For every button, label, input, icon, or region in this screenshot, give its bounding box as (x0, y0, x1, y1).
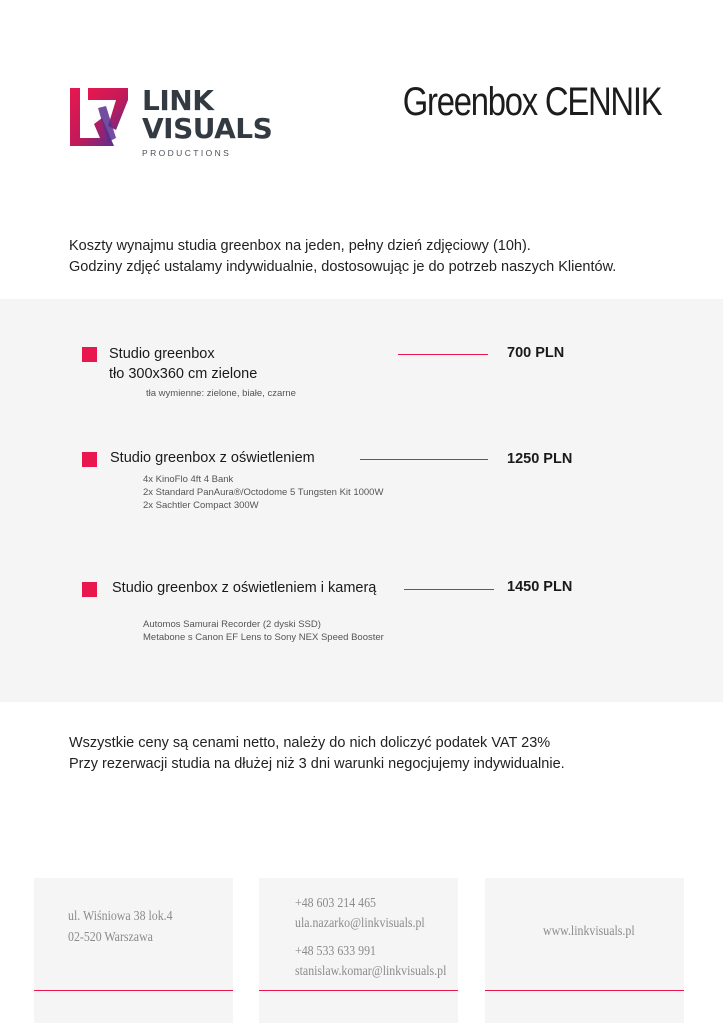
contact-email[interactable]: stanislaw.komar@linkvisuals.pl (295, 963, 447, 978)
item-detail: 4x KinoFlo 4ft 4 Bank (143, 474, 234, 485)
item-subtitle: tło 300x360 cm zielone (109, 366, 258, 382)
item-bullet-icon (82, 582, 97, 597)
footer-card-address (34, 878, 233, 1023)
item-title: Studio greenbox z oświetleniem (110, 450, 315, 466)
contact-phone[interactable]: +48 533 633 991 (295, 943, 376, 958)
address-city: 02-520 Warszawa (68, 929, 153, 944)
item-bullet-icon (82, 347, 97, 362)
card-divider (259, 990, 458, 991)
item-detail: Metabone s Canon EF Lens to Sony NEX Speed Booster (143, 632, 384, 643)
item-price: 1450 PLN (507, 579, 573, 595)
item-title: Studio greenbox z oświetleniem i kamerą (112, 580, 377, 596)
item-detail: tła wymienne: zielone, białe, czarne (146, 388, 296, 399)
card-divider (485, 990, 684, 991)
outro-line-2: Przy rezerwacji studia na dłużej niż 3 dni warunki negocjujemy indywidualnie. (69, 756, 565, 772)
outro-line-1: Wszystkie ceny są cenami netto, należy do nich doliczyć podatek VAT 23% (69, 735, 551, 751)
item-detail: 2x Standard PanAura®/Octodome 5 Tungsten Kit 1000W (143, 487, 384, 498)
card-divider (34, 990, 233, 991)
item-price: 700 PLN (507, 345, 565, 361)
item-bullet-icon (82, 452, 97, 467)
item-title: Studio greenbox (109, 346, 215, 362)
footer-card-website (485, 878, 684, 1023)
intro-line-1: Koszty wynajmu studia greenbox na jeden, pełny dzień zdjęciowy (10h). (69, 238, 531, 254)
item-detail: 2x Sachtler Compact 300W (143, 500, 259, 511)
item-detail: Automos Samurai Recorder (2 dyski SSD) (143, 619, 321, 630)
price-leader-line (398, 354, 488, 355)
logo-text-line1: LINK (142, 84, 214, 117)
logo-subtitle: PRODUCTIONS (142, 148, 232, 158)
price-leader-line (360, 459, 488, 460)
company-logo (70, 86, 300, 161)
intro-line-2: Godziny zdjęć ustalamy indywidualnie, dostosowując je do potrzeb naszych Klientów. (69, 259, 617, 275)
contact-email[interactable]: ula.nazarko@linkvisuals.pl (295, 915, 425, 930)
logo-text-line2: VISUALS (142, 112, 273, 145)
item-price: 1250 PLN (507, 451, 573, 467)
page-title: Greenbox CENNIK (402, 80, 661, 124)
address-street: ul. Wiśniowa 38 lok.4 (68, 908, 173, 923)
logo-mark-icon (70, 86, 130, 158)
footer-card-contacts (259, 878, 458, 1023)
contact-phone[interactable]: +48 603 214 465 (295, 895, 376, 910)
website-link[interactable]: www.linkvisuals.pl (543, 923, 635, 938)
price-leader-line (404, 589, 494, 590)
